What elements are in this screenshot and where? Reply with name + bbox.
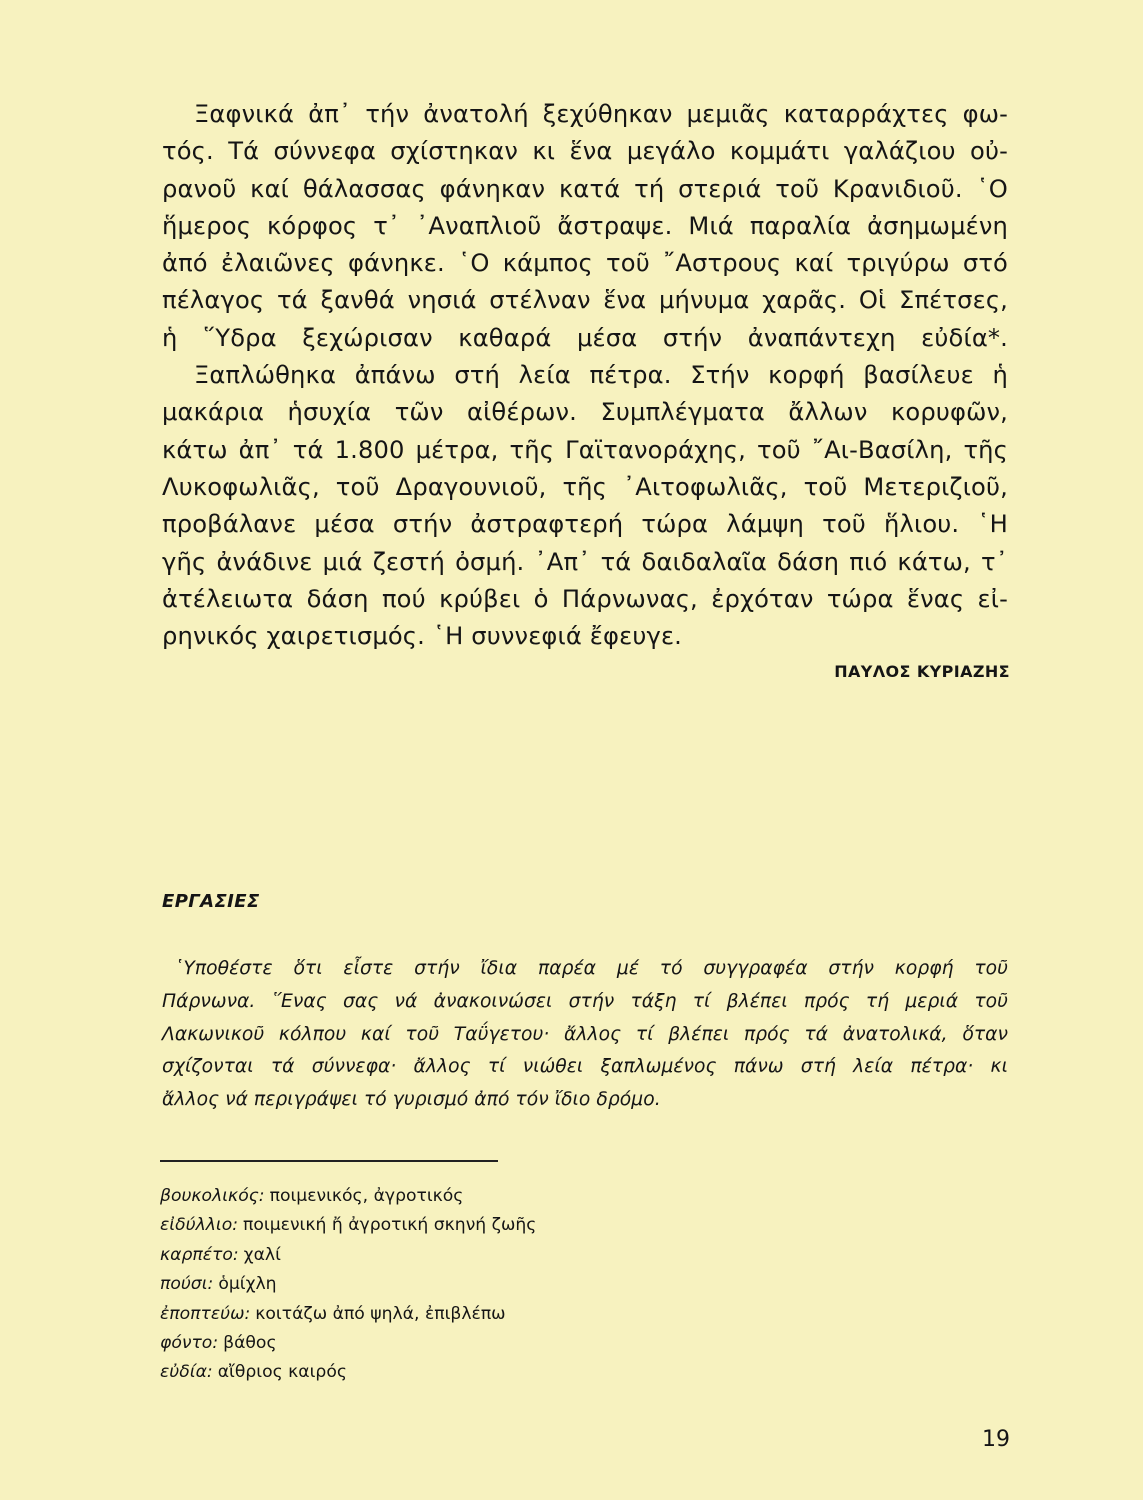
exercise-line: ἄλλος νά περιγράψει τό γυρισμό ἀπό τόν ἴδιο δρόμο. (162, 1089, 661, 1111)
passage-line: τός. Τά σύννεφα σχίστηκαν κι ἕνα μεγάλο κομμάτι γαλάζιου οὐ- (162, 137, 1008, 166)
passage-line: ἡ ῞Υδρα ξεχώρισαν καθαρά μέσα στήν ἀναπάντεχη εὐδία*. (162, 323, 1008, 352)
glossary-entry (160, 1329, 680, 1358)
show-through-mark (512, 686, 942, 699)
glossary-term: εἰδύλλιο: (160, 1215, 239, 1236)
page-number: 19 (982, 1427, 1010, 1452)
exercise-line: ῾Υποθέστε ὅτι εἶστε στήν ἴδια παρέα μέ τό συγγραφέα στήν κορφή τοῦ (174, 958, 1008, 979)
glossary-definition: ὁμίχλη (218, 1274, 277, 1295)
exercises-title: ΕΡΓΑΣΙΕΣ (162, 891, 260, 912)
glossary (160, 1182, 680, 1388)
passage-line: γῆς ἀνάδινε μιά ζεστή ὀσμή. ᾽Απ᾽ τά δαιδαλαῖα δάση πιό κάτω, τ᾽ (162, 547, 1008, 576)
footnote-divider (160, 1160, 498, 1162)
glossary-entry (160, 1241, 680, 1270)
glossary-definition: ποιμενικός, ἀγροτικός (269, 1186, 464, 1206)
passage-line: Λυκοφωλιᾶς, τοῦ Δραγουνιοῦ, τῆς ᾽Αιτοφωλιᾶς, τοῦ Μετεριζιοῦ, (162, 472, 1008, 501)
glossary-definition: αἴθριος καιρός (217, 1362, 347, 1383)
passage-line: μακάρια ἡσυχία τῶν αἰθέρων. Συμπλέγματα ἄλλων κορυφῶν, (162, 398, 1008, 427)
glossary-term: εὐδία: (160, 1362, 213, 1383)
exercise-line: σχίζονται τά σύννεφα· ἄλλος τί νιώθει ξαπλωμένος πάνω στή λεία πέτρα· κι (162, 1056, 1008, 1078)
show-through-mark (520, 831, 980, 847)
passage-line: προβάλανε μέσα στήν ἀστραφτερή τώρα λάμψη τοῦ ἥλιου. ῾Η (162, 510, 1008, 539)
passage-line: ρανοῦ καί θάλασσας φάνηκαν κατά τή στεριά τοῦ Κρανιδιοῦ. ῾Ο (162, 174, 1008, 203)
exercise-instructions (162, 953, 1008, 1117)
glossary-entry (160, 1182, 680, 1211)
glossary-entry (160, 1300, 680, 1329)
exercise-line: Λακωνικοῦ κόλπου καί τοῦ Ταΰγετου· ἄλλος τί βλέπει πρός τά ἀνατολικά, ὅταν (162, 1023, 1008, 1045)
glossary-definition: ποιμενική ἤ ἀγροτική σκηνή ζωῆς (243, 1215, 537, 1236)
glossary-term: πούσι: (160, 1274, 214, 1295)
glossary-definition: βάθος (223, 1333, 277, 1354)
passage-line: ἥμερος κόρφος τ᾽ ᾽Αναπλιοῦ ἄστραψε. Μιά παραλία ἀσημωμένη (162, 211, 1008, 240)
glossary-term: καρπέτο: (160, 1244, 239, 1265)
passage-line: Ξαφνικά ἀπ᾽ τήν ἀνατολή ξεχύθηκαν μεμιᾶς καταρράχτες φω- (194, 100, 1008, 128)
glossary-term: φόντο: (160, 1333, 219, 1354)
passage-line: πέλαγος τά ξανθά νησιά στέλναν ἕνα μήνυμα χαρᾶς. Οἱ Σπέτσες, (162, 286, 1008, 315)
main-passage (162, 96, 1008, 655)
glossary-term: βουκολικός: (160, 1186, 265, 1206)
passage-line: ρηνικός χαιρετισμός. ῾Η συννεφιά ἔφευγε. (162, 622, 683, 651)
glossary-definition: κοιτάζω ἀπό ψηλά, ἐπιβλέπω (255, 1303, 506, 1324)
show-through-mark (390, 726, 890, 739)
glossary-entry (160, 1270, 680, 1299)
passage-line: Ξαπλώθηκα ἀπάνω στή λεία πέτρα. Στήν κορφή βασίλευε ἡ (194, 361, 1008, 390)
show-through-mark (360, 766, 1000, 779)
passage-line: ἀπό ἐλαιῶνες φάνηκε. ῾Ο κάμπος τοῦ ῎Αστρους καί τριγύρω στό (162, 249, 1008, 278)
exercise-line: Πάρνωνα. ῞Ενας σας νά ἀνακοινώσει στήν τάξη τί βλέπει πρός τή μεριά τοῦ (162, 990, 1008, 1012)
glossary-entry (160, 1211, 680, 1240)
glossary-term: ἐποπτεύω: (160, 1303, 251, 1324)
glossary-entry (160, 1358, 680, 1387)
author-name: ΠΑΥΛΟΣ ΚΥΡΙΑΖΗΣ (834, 662, 1010, 681)
glossary-definition: χαλί (243, 1244, 281, 1265)
passage-line: ἀτέλειωτα δάση πού κρύβει ὁ Πάρνωνας, ἐρχόταν τώρα ἕνας εἰ- (162, 584, 1008, 613)
passage-line: κάτω ἀπ᾽ τά 1.800 μέτρα, τῆς Γαϊτανοράχης, τοῦ ῎Αι-Βασίλη, τῆς (162, 435, 1008, 464)
